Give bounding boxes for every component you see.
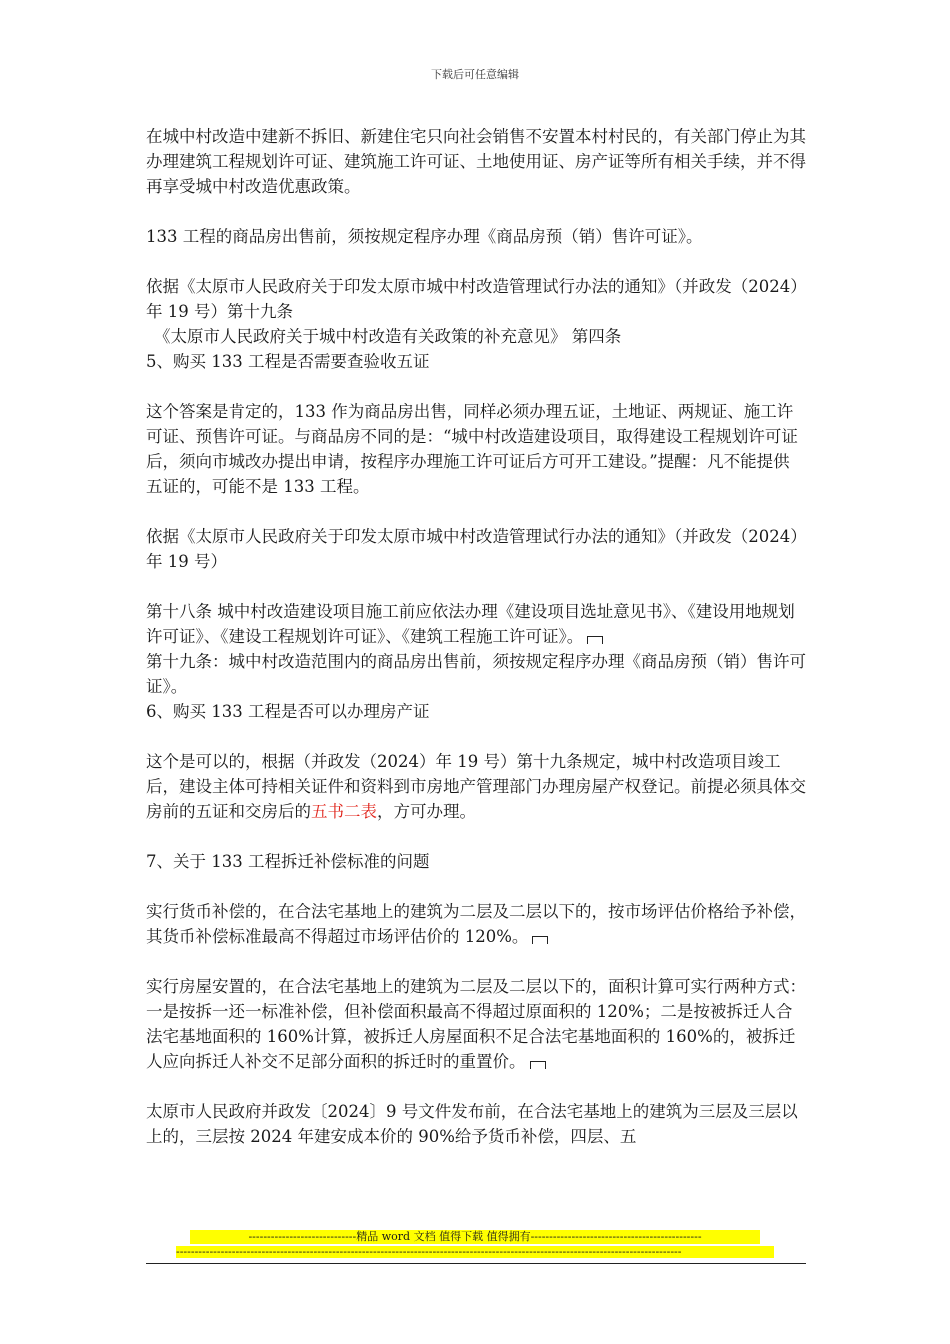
section-heading-7: 7、关于 133 工程拆迁补偿标准的问题: [146, 852, 430, 871]
paragraph-13: [146, 899, 806, 949]
paragraph-11: [146, 749, 806, 824]
paragraph-mark-icon: [532, 936, 548, 944]
paragraph-mark-icon: [587, 636, 603, 644]
highlight-red-text: 五书二表: [311, 802, 377, 821]
paragraph-15: 太原市人民政府并政发〔2024〕9 号文件发布前，在合法宅基地上的建筑为三层及三层以上的，三层按 2024 年建安成本价的 90%给予货币补偿，四层、五: [146, 1102, 798, 1146]
page-header: 下载后可任意编辑: [431, 68, 519, 81]
paragraph-9: 第十九条：城中村改造范围内的商品房出售前，须按规定程序办理《商品房预（销）售许可证》。: [146, 652, 806, 696]
paragraph-13-text: 实行货币补偿的，在合法宅基地上的建筑为二层及二层以下的，按市场评估价格给予补偿，其货币补偿标准最高不得超过市场评估价的 120%。: [146, 902, 806, 946]
paragraph-3: 依据《太原市人民政府关于印发太原市城中村改造管理试行办法的通知》（并政发（2024）年 19 号）第十九条: [146, 277, 799, 321]
paragraph-14-text: 实行房屋安置的，在合法宅基地上的建筑为二层及二层以下的，面积计算可实行两种方式：一是按拆一还一标准补偿，但补偿面积最高不得超过原面积的 120%；二是按被拆迁人合法宅基地面积的 160%计算，被拆迁人房屋面积不足合法宅基地面积的 160%的，被拆迁人应向拆迁人补交不足部分面积的拆迁时的重置价。: [146, 977, 806, 1071]
paragraph-14: [146, 974, 806, 1074]
footer-dashes: ----------------------------------------------------------------------------------------------------------------------------------------: [176, 1246, 774, 1258]
paragraph-mark-icon: [530, 1061, 546, 1069]
document-body: [146, 124, 806, 1149]
section-heading-6: 6、购买 133 工程是否可以办理房产证: [146, 702, 430, 721]
paragraph-11-text-b: ，方可办理。: [377, 802, 476, 821]
paragraph-8: [146, 599, 806, 649]
paragraph-4: 《太原市人民政府关于城中村改造有关政策的补充意见》 第四条: [154, 327, 622, 346]
paragraph-6: 这个答案是肯定的，133 作为商品房出售，同样必须办理五证，土地证、两规证、施工许可证、预售许可证。与商品房不同的是：“城中村改造建设项目，取得建设工程规划许可证后，须向市城改办提出申请，按程序办理施工许可证后方可开工建设。”提醒：凡不能提供五证的，可能不是 133 工程。: [146, 402, 798, 496]
footer-banner: -----------------------------精品 word 文档 值得下载 值得拥有----------------------------------------------: [190, 1230, 760, 1244]
paragraph-8-text: 第十八条 城中村改造建设项目施工前应依法办理《建设项目选址意见书》、《建设用地规划许可证》、《建设工程规划许可证》、《建筑工程施工许可证》。: [146, 602, 795, 646]
paragraph-11-text-a: 这个是可以的，根据（并政发（2024）年 19 号）第十九条规定，城中村改造项目竣工后，建设主体可持相关证件和资料到市房地产管理部门办理房屋产权登记。前提必须具体交房前的五证和交房后的: [146, 752, 806, 821]
paragraph-2: 133 工程的商品房出售前，须按规定程序办理《商品房预（销）售许可证》。: [146, 227, 703, 246]
section-heading-5: 5、购买 133 工程是否需要查验收五证: [146, 352, 430, 371]
paragraph-7: 依据《太原市人民政府关于印发太原市城中村改造管理试行办法的通知》（并政发（2024）年 19 号）: [146, 527, 799, 571]
footer-divider: [146, 1263, 806, 1264]
paragraph-1: 在城中村改造中建新不拆旧、新建住宅只向社会销售不安置本村村民的，有关部门停止为其办理建筑工程规划许可证、建筑施工许可证、土地使用证、房产证等所有相关手续，并不得再享受城中村改造优惠政策。: [146, 127, 806, 196]
